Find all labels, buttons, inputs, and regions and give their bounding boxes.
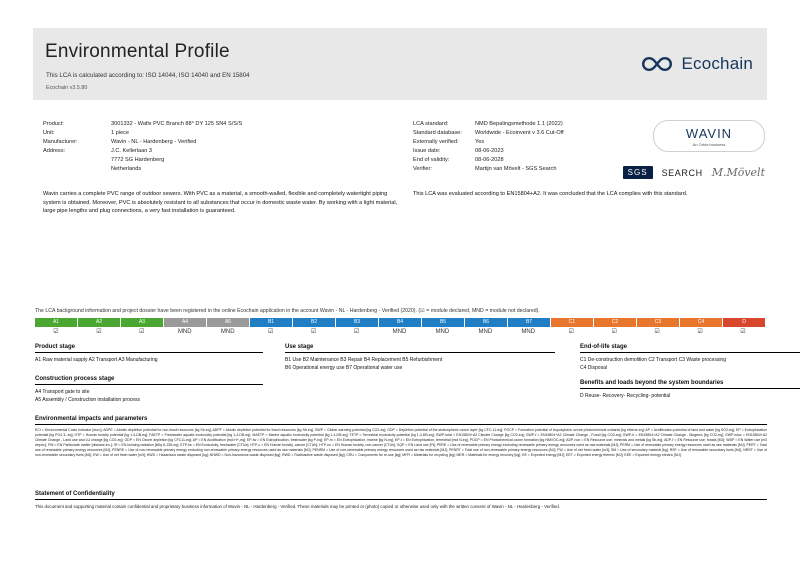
impacts-abbreviations: ECI = Environmental Costs Indicator [euro]; ADPE = Abiotic depletion potential for non-fossil resources [kg Sb-eq]; ADPF = Abiotic depletion potential for fossil resources [kg Sb-eq]; GWP = Global warming potential [kg CO2-eq]; ODP = Depletion potential of the stratospheric ozone layer [kg CFC-11-eq]; POCP = Formation potential of tropospheric ozone photochemical oxidants [kg ethene-eq]; AP = Acidification potential of land and water [kg SO2-eq]; EP = Eutrophication potential [kg PO4 3--eq]; HTP = Human toxicity potential [kg 1,4-DB-eq]; FAETP = Freshwater aquatic ecotoxicity potential [kg 1,4-DB-eq]; MAETP = Marine aquatic ecotoxicity potential [kg 1,4-DB-eq]; TETP = Terrestrial ecotoxicity potential [kg 1,4-DB-eq]; GWP-total = EN15804+A2 Climate Change [kg CO2-eq]; GWP-f = EN15804+A2 Climate Change - Fossil [kg CO2-eq]; GWP-b = EN15804+A2 Climate Change - Biogenic [kg CO2-eq]; GWP-luluc = EN15804+A2 Climate Change - Land use and LU change [kg CO2-eq]; ODP = EN Ozone depletion [kg CFC11-eq]; AP = EN Acidification [mol H+-eq]; EP-fw = EN Eutrophication, freshwater [kg P-eq]; EP-m = EN Eutrophication, marine [kg N-eq]; EP-t = EN Eutrophication, terrestrial [mol N-eq]; POCP = EN Photochemical ozone formation [kg NMVOC-eq]; ADP-non = EN Resource use, minerals and metals [kg Sb-eq]; ADP-f = EN Resource use, fossils [MJ]; WDP = EN Water use [m3 depriv.]; PM = EN Particulate matter [disease inc.]; IR = EN Ionising radiation [kBq U-235-eq]; ETP-fw = EN Ecotoxicity, freshwater [CTUe]; HTP-c = EN Human toxicity, cancer [CTUh]; HTP-nc = EN Human toxicity, non-cancer [CTUh]; SQP = EN Land use [Pt]; PERE = Use of renewable primary energy excluding renewable primary energy resources used as raw materials [MJ]; PERM = Use of renewable primary energy resources used as raw materials [MJ]; PERT = Total use of renewable primary energy resources [MJ]; PENRE = Use of non-renewable primary energy excluding non-renewable primary energy resources used as raw materials [MJ]; PENRM = Use of non-renewable primary energy resources used as raw materials [MJ]; PENRT = Total use of non-renewable primary energy resources [MJ]; FW = Use of net fresh water [m3]; SM = Use of secondary material [kg]; RSF = Use of renewable secondary fuels [MJ]; NRSF = Use of non-renewable secondary fuels [MJ]; EW = Use of net fresh water [m3]; HWD = Hazardous waste disposed [kg]; NHWD = Non-hazardous waste disposed [kg]; RWD = Radioactive waste disposed [kg]; CRU = Components for re-use [kg]; MFR = Materials for recycling [kg]; MER = Materials for energy recovery [kg]; EE = Exported energy [MJ]; EET = Exported energy thermic [MJ]; EEE = Exported energy electric [MJ].: [35, 428, 767, 458]
meta-value: Yes: [475, 139, 485, 145]
header-subtitle: This LCA is calculated according to: ISO 14044, ISO 14040 and EN 15804: [46, 72, 250, 79]
meta-value: 08-06-2028: [475, 157, 504, 163]
module-mark: ☑: [250, 327, 293, 337]
module-mark: ☑: [336, 327, 379, 337]
product-stage-items: A1 Raw material supply A2 Transport A3 Manufacturing: [35, 357, 158, 363]
dossier-note: The LCA background information and project dossier have been registered in the online Ecochain application in the account Wavin - NL - Hardenberg - Verified (2020). (☑ = module declared, MND = module not declared).: [35, 308, 540, 314]
module-mark: MND: [507, 327, 550, 337]
module-mark: ☑: [121, 327, 164, 337]
eol-stage-column: [580, 344, 800, 372]
divider: [580, 388, 800, 389]
module-code: B7: [508, 318, 551, 327]
infinity-icon: [640, 54, 674, 74]
module-mark: MND: [464, 327, 507, 337]
module-mark: ☑: [78, 327, 121, 337]
module-mark: ☑: [35, 327, 78, 337]
meta-row: [43, 138, 403, 147]
meta-row: [413, 129, 643, 138]
module-code: C2: [594, 318, 637, 327]
confidentiality-body: This document and supporting material contain confidential and proprietary business information of Wavin - NL - Hardenberg - Verified. These materials may be printed or (photo) copied or otherwise used only with the written consent of Wavin - NL - Hardenberg - Verified.: [35, 504, 560, 509]
module-code: B2: [293, 318, 336, 327]
meta-key: Unit:: [43, 130, 55, 136]
page-title: Environmental Profile: [45, 41, 230, 62]
module-mark-row: [35, 327, 765, 337]
meta-row: [413, 147, 643, 156]
verifier-signature: M.Mövelt: [711, 166, 765, 179]
benefits-stage-column: [580, 380, 800, 400]
construction-stage-title: Construction process stage: [35, 376, 115, 382]
verifier-logos: [623, 166, 765, 179]
confidentiality-title: Statement of Confidentiality: [35, 491, 115, 497]
module-code: A5: [207, 318, 250, 327]
module-code: C1: [551, 318, 594, 327]
ecochain-logo: [640, 54, 753, 74]
use-stage-title: Use stage: [285, 344, 314, 350]
construction-stage-column: [35, 376, 263, 404]
meta-row: [43, 147, 403, 156]
app-version: Ecochain v3.5.80: [46, 85, 88, 91]
module-code: B6: [465, 318, 508, 327]
use-stage-column: [285, 344, 555, 372]
module-mark: ☑: [293, 327, 336, 337]
meta-value: Wavin - NL - Hardenberg - Verified: [111, 139, 197, 145]
brand-name: Ecochain: [681, 54, 753, 73]
meta-key: LCA standard:: [413, 121, 449, 127]
meta-key: Issue date:: [413, 148, 441, 154]
sgs-logo: SGS: [623, 166, 653, 179]
lca-metadata: [413, 120, 643, 174]
confidentiality-section: [35, 491, 767, 510]
meta-key: Verifier:: [413, 166, 432, 172]
use-stage-items-2: B6 Operational energy use B7 Operational water use: [285, 365, 403, 371]
wavin-wordmark: WAVIN: [685, 125, 733, 141]
meta-row: [43, 129, 403, 138]
meta-value: 3001332 - Wafix PVC Branch 88° DY 125 SN4 S/S/S: [111, 121, 243, 127]
module-mark: MND: [379, 327, 422, 337]
product-stage-title: Product stage: [35, 344, 76, 350]
divider: [285, 352, 555, 353]
meta-value: 08-06-2023: [475, 148, 504, 154]
eol-stage-items-1: C1 De-construction demolition C2 Transport C3 Waste processing: [580, 357, 726, 363]
search-wordmark: SEARCH: [661, 167, 703, 178]
meta-row: [413, 165, 643, 174]
module-code: C4: [680, 318, 723, 327]
eol-stage-title: End-of-life stage: [580, 344, 628, 350]
module-code: C3: [637, 318, 680, 327]
module-mark: MND: [207, 327, 250, 337]
module-code: D: [723, 318, 765, 327]
module-mark: ☑: [722, 327, 765, 337]
benefits-stage-title: Benefits and loads beyond the system boundaries: [580, 380, 724, 386]
construction-stage-item-a4: A4 Transport gate to site: [35, 389, 90, 395]
module-mark: ☑: [679, 327, 722, 337]
meta-row: [413, 156, 643, 165]
product-stage-column: [35, 344, 263, 364]
meta-key: Externally verified:: [413, 139, 459, 145]
meta-key: Address:: [43, 148, 66, 154]
divider: [35, 499, 767, 500]
module-mark: ☑: [593, 327, 636, 337]
meta-value: 1 piece: [111, 130, 130, 136]
module-mark: ☑: [550, 327, 593, 337]
module-code-row: [35, 318, 765, 327]
product-metadata: [43, 120, 403, 174]
wavin-tagline: An Orbia business: [692, 141, 726, 147]
module-table: [35, 318, 765, 337]
module-code: A3: [121, 318, 164, 327]
meta-row: [413, 138, 643, 147]
module-mark: ☑: [636, 327, 679, 337]
module-code: A4: [164, 318, 207, 327]
module-code: B1: [250, 318, 293, 327]
divider: [35, 352, 263, 353]
meta-row: [413, 120, 643, 129]
benefits-stage-items: D Reuse- Recovery- Recycling- potential: [580, 393, 671, 399]
module-mark: MND: [164, 327, 207, 337]
use-stage-items-1: B1 Use B2 Maintenance B3 Repair B4 Replacement B5 Refurbishment: [285, 357, 443, 363]
lca-compliance-note: This LCA was evaluated according to EN15804+A2. It was concluded that the LCA complies with this standard.: [413, 191, 688, 197]
module-code: B3: [336, 318, 379, 327]
divider: [35, 384, 263, 385]
address-line-2: 7772 SG Hardenberg: [111, 157, 165, 163]
meta-key: Product:: [43, 121, 64, 127]
divider: [35, 424, 767, 425]
module-code: A2: [78, 318, 121, 327]
meta-key: End of validity:: [413, 157, 450, 163]
eol-stage-items-2: C4 Disposal: [580, 365, 607, 371]
meta-value: Worldwide - Ecoinvent v 3.6 Cut-Off: [475, 130, 564, 136]
construction-stage-item-a5: A5 Assembly / Construction installation process: [35, 397, 141, 403]
meta-key: Manufacturer:: [43, 139, 78, 145]
meta-key: Standard database:: [413, 130, 462, 136]
meta-value: NMD Bepalingsmethode 1.1 (2022): [475, 121, 563, 127]
module-code: B4: [379, 318, 422, 327]
wavin-logo: [653, 120, 765, 152]
environmental-impacts-section: [35, 416, 767, 459]
impacts-title: Environmental impacts and parameters: [35, 416, 148, 422]
divider: [580, 352, 800, 353]
module-code: B5: [422, 318, 465, 327]
header-banner: [33, 28, 767, 100]
product-description: Wavin carries a complete PVC range of outdoor sewers. With PVC as a material, a smooth-walled, flexible and completely watertight piping system is obtained. Moreover, PVC is absolutely resistant to all substances that occur in domestic waste water. By working with a light material, large pipe lengths and plug connections, a very fast installation is guaranteed.: [43, 191, 398, 215]
module-code: A1: [35, 318, 78, 327]
meta-value: J.C. Kellerlaan 3: [111, 148, 153, 154]
module-mark: MND: [421, 327, 464, 337]
meta-row: [43, 120, 403, 129]
meta-value: Martijn van Mövelt - SGS Search: [475, 166, 557, 172]
address-line-3: Netherlands: [111, 166, 142, 172]
